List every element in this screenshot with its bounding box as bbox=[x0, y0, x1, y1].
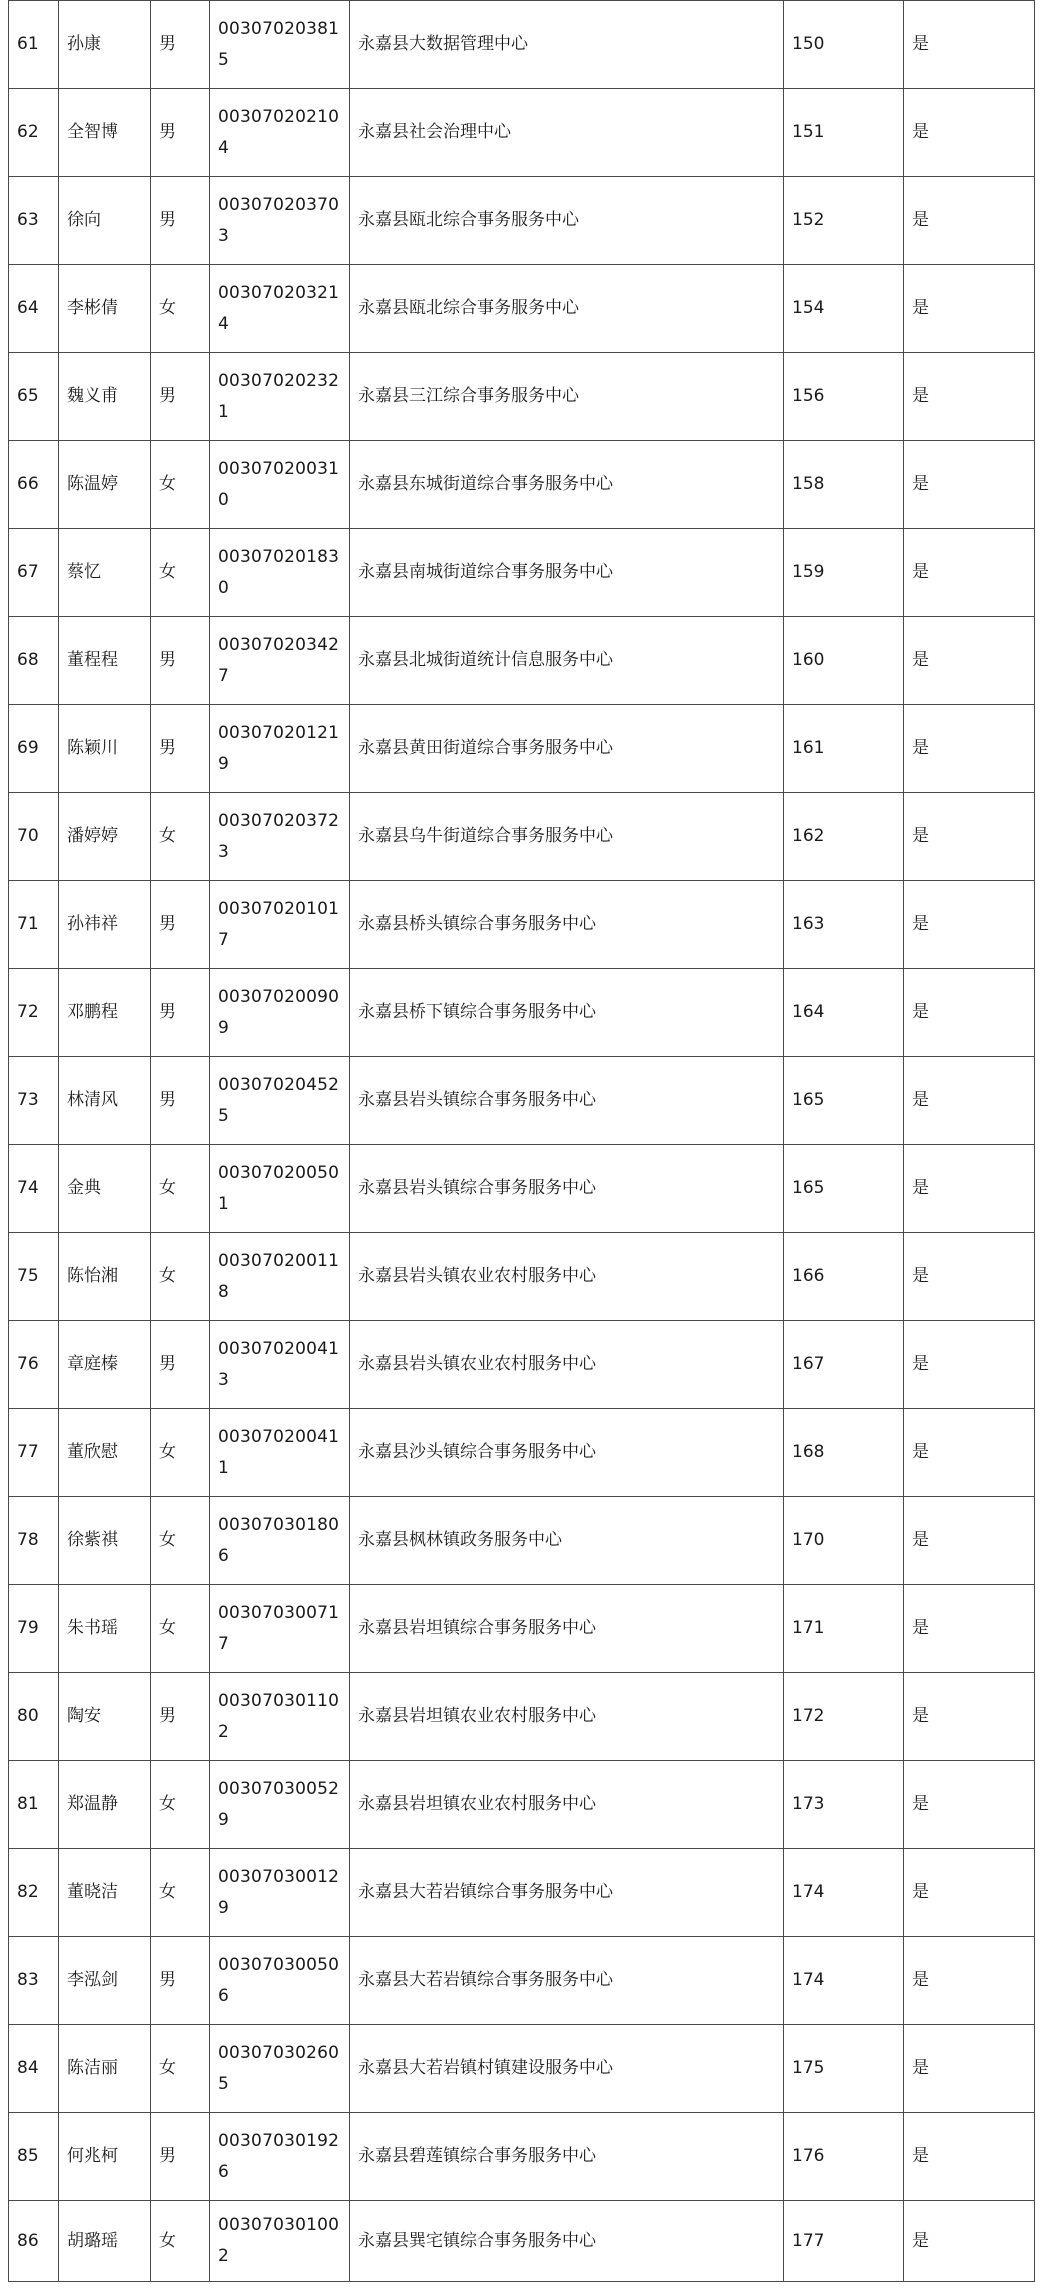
position-code-cell: 152 bbox=[784, 177, 904, 265]
gender-cell: 女 bbox=[151, 793, 210, 881]
qualified-cell: 是 bbox=[904, 1497, 1035, 1585]
serial-number-cell: 86 bbox=[9, 2201, 59, 2282]
qualified-cell: 是 bbox=[904, 2201, 1035, 2282]
employer-unit-cell: 永嘉县大若岩镇综合事务服务中心 bbox=[350, 1937, 784, 2025]
qualified-cell: 是 bbox=[904, 1, 1035, 89]
qualified-cell: 是 bbox=[904, 881, 1035, 969]
gender-cell: 男 bbox=[151, 89, 210, 177]
table-row bbox=[9, 2201, 1035, 2282]
qualified-cell: 是 bbox=[904, 1761, 1035, 1849]
name-cell: 何兆柯 bbox=[59, 2113, 151, 2201]
name-cell: 徐向 bbox=[59, 177, 151, 265]
employer-unit-cell: 永嘉县社会治理中心 bbox=[350, 89, 784, 177]
gender-cell: 男 bbox=[151, 617, 210, 705]
gender-cell: 女 bbox=[151, 265, 210, 353]
employer-unit-cell: 永嘉县北城街道统计信息服务中心 bbox=[350, 617, 784, 705]
table-row bbox=[9, 1409, 1035, 1497]
table-body bbox=[9, 1, 1035, 2282]
table-row bbox=[9, 353, 1035, 441]
gender-cell: 女 bbox=[151, 2201, 210, 2282]
gender-cell: 女 bbox=[151, 1145, 210, 1233]
gender-cell: 男 bbox=[151, 177, 210, 265]
table-row bbox=[9, 1145, 1035, 1233]
employer-unit-cell: 永嘉县大数据管理中心 bbox=[350, 1, 784, 89]
serial-number-cell: 73 bbox=[9, 1057, 59, 1145]
name-cell: 李泓剑 bbox=[59, 1937, 151, 2025]
exam-id-cell: 003070201219 bbox=[210, 705, 350, 793]
gender-cell: 女 bbox=[151, 529, 210, 617]
name-cell: 陈温婷 bbox=[59, 441, 151, 529]
name-cell: 董程程 bbox=[59, 617, 151, 705]
employer-unit-cell: 永嘉县南城街道综合事务服务中心 bbox=[350, 529, 784, 617]
gender-cell: 女 bbox=[151, 1233, 210, 1321]
table-row bbox=[9, 1233, 1035, 1321]
qualified-cell: 是 bbox=[904, 969, 1035, 1057]
exam-id-cell: 003070301002 bbox=[210, 2201, 350, 2282]
qualified-cell: 是 bbox=[904, 529, 1035, 617]
name-cell: 陈颖川 bbox=[59, 705, 151, 793]
serial-number-cell: 65 bbox=[9, 353, 59, 441]
exam-id-cell: 003070203427 bbox=[210, 617, 350, 705]
position-code-cell: 159 bbox=[784, 529, 904, 617]
table-row bbox=[9, 1585, 1035, 1673]
gender-cell: 男 bbox=[151, 1321, 210, 1409]
position-code-cell: 168 bbox=[784, 1409, 904, 1497]
position-code-cell: 154 bbox=[784, 265, 904, 353]
name-cell: 章庭榛 bbox=[59, 1321, 151, 1409]
employer-unit-cell: 永嘉县桥头镇综合事务服务中心 bbox=[350, 881, 784, 969]
employer-unit-cell: 永嘉县岩坦镇农业农村服务中心 bbox=[350, 1761, 784, 1849]
exam-id-cell: 003070301102 bbox=[210, 1673, 350, 1761]
qualified-cell: 是 bbox=[904, 1585, 1035, 1673]
name-cell: 邓鹏程 bbox=[59, 969, 151, 1057]
exam-id-cell: 003070200118 bbox=[210, 1233, 350, 1321]
qualified-cell: 是 bbox=[904, 177, 1035, 265]
name-cell: 蔡忆 bbox=[59, 529, 151, 617]
name-cell: 陈洁丽 bbox=[59, 2025, 151, 2113]
qualified-cell: 是 bbox=[904, 1233, 1035, 1321]
gender-cell: 男 bbox=[151, 705, 210, 793]
qualified-cell: 是 bbox=[904, 1321, 1035, 1409]
serial-number-cell: 61 bbox=[9, 1, 59, 89]
qualified-cell: 是 bbox=[904, 89, 1035, 177]
position-code-cell: 177 bbox=[784, 2201, 904, 2282]
exam-id-cell: 003070200501 bbox=[210, 1145, 350, 1233]
table-row bbox=[9, 617, 1035, 705]
position-code-cell: 156 bbox=[784, 353, 904, 441]
exam-id-cell: 003070200909 bbox=[210, 969, 350, 1057]
serial-number-cell: 84 bbox=[9, 2025, 59, 2113]
gender-cell: 女 bbox=[151, 1497, 210, 1585]
exam-id-cell: 003070200411 bbox=[210, 1409, 350, 1497]
serial-number-cell: 72 bbox=[9, 969, 59, 1057]
gender-cell: 男 bbox=[151, 969, 210, 1057]
gender-cell: 女 bbox=[151, 1585, 210, 1673]
table-row bbox=[9, 793, 1035, 881]
exam-id-cell: 003070203703 bbox=[210, 177, 350, 265]
employer-unit-cell: 永嘉县大若岩镇综合事务服务中心 bbox=[350, 1849, 784, 1937]
table-row bbox=[9, 177, 1035, 265]
gender-cell: 男 bbox=[151, 1, 210, 89]
employer-unit-cell: 永嘉县巽宅镇综合事务服务中心 bbox=[350, 2201, 784, 2282]
position-code-cell: 166 bbox=[784, 1233, 904, 1321]
table-row bbox=[9, 441, 1035, 529]
exam-id-cell: 003070300129 bbox=[210, 1849, 350, 1937]
employer-unit-cell: 永嘉县岩坦镇综合事务服务中心 bbox=[350, 1585, 784, 1673]
name-cell: 陈怡湘 bbox=[59, 1233, 151, 1321]
name-cell: 孙祎祥 bbox=[59, 881, 151, 969]
table-row bbox=[9, 1321, 1035, 1409]
table-row bbox=[9, 1849, 1035, 1937]
gender-cell: 女 bbox=[151, 1761, 210, 1849]
exam-id-cell: 003070300506 bbox=[210, 1937, 350, 2025]
exam-id-cell: 003070201830 bbox=[210, 529, 350, 617]
table-row bbox=[9, 1057, 1035, 1145]
employer-unit-cell: 永嘉县桥下镇综合事务服务中心 bbox=[350, 969, 784, 1057]
serial-number-cell: 76 bbox=[9, 1321, 59, 1409]
table-row bbox=[9, 2113, 1035, 2201]
qualified-cell: 是 bbox=[904, 1937, 1035, 2025]
employer-unit-cell: 永嘉县岩坦镇农业农村服务中心 bbox=[350, 1673, 784, 1761]
exam-id-cell: 003070300529 bbox=[210, 1761, 350, 1849]
name-cell: 林清风 bbox=[59, 1057, 151, 1145]
serial-number-cell: 74 bbox=[9, 1145, 59, 1233]
qualified-cell: 是 bbox=[904, 793, 1035, 881]
table-row bbox=[9, 529, 1035, 617]
exam-id-cell: 003070300717 bbox=[210, 1585, 350, 1673]
gender-cell: 女 bbox=[151, 1849, 210, 1937]
qualified-cell: 是 bbox=[904, 265, 1035, 353]
position-code-cell: 171 bbox=[784, 1585, 904, 1673]
exam-id-cell: 003070302605 bbox=[210, 2025, 350, 2113]
qualified-cell: 是 bbox=[904, 441, 1035, 529]
serial-number-cell: 69 bbox=[9, 705, 59, 793]
employer-unit-cell: 永嘉县三江综合事务服务中心 bbox=[350, 353, 784, 441]
exam-id-cell: 003070203214 bbox=[210, 265, 350, 353]
position-code-cell: 173 bbox=[784, 1761, 904, 1849]
position-code-cell: 150 bbox=[784, 1, 904, 89]
exam-id-cell: 003070202104 bbox=[210, 89, 350, 177]
serial-number-cell: 81 bbox=[9, 1761, 59, 1849]
qualified-cell: 是 bbox=[904, 2025, 1035, 2113]
employer-unit-cell: 永嘉县岩头镇综合事务服务中心 bbox=[350, 1057, 784, 1145]
employer-unit-cell: 永嘉县枫林镇政务服务中心 bbox=[350, 1497, 784, 1585]
table-row bbox=[9, 1761, 1035, 1849]
qualified-cell: 是 bbox=[904, 1673, 1035, 1761]
position-code-cell: 158 bbox=[784, 441, 904, 529]
position-code-cell: 174 bbox=[784, 1937, 904, 2025]
serial-number-cell: 75 bbox=[9, 1233, 59, 1321]
serial-number-cell: 77 bbox=[9, 1409, 59, 1497]
qualified-cell: 是 bbox=[904, 1409, 1035, 1497]
name-cell: 李彬倩 bbox=[59, 265, 151, 353]
table-row bbox=[9, 705, 1035, 793]
employer-unit-cell: 永嘉县黄田街道综合事务服务中心 bbox=[350, 705, 784, 793]
table-row bbox=[9, 89, 1035, 177]
serial-number-cell: 78 bbox=[9, 1497, 59, 1585]
serial-number-cell: 63 bbox=[9, 177, 59, 265]
serial-number-cell: 67 bbox=[9, 529, 59, 617]
exam-id-cell: 003070200413 bbox=[210, 1321, 350, 1409]
table-row bbox=[9, 265, 1035, 353]
exam-id-cell: 003070301806 bbox=[210, 1497, 350, 1585]
employer-unit-cell: 永嘉县瓯北综合事务服务中心 bbox=[350, 265, 784, 353]
table-row bbox=[9, 969, 1035, 1057]
employer-unit-cell: 永嘉县瓯北综合事务服务中心 bbox=[350, 177, 784, 265]
serial-number-cell: 64 bbox=[9, 265, 59, 353]
name-cell: 董欣慰 bbox=[59, 1409, 151, 1497]
serial-number-cell: 85 bbox=[9, 2113, 59, 2201]
employer-unit-cell: 永嘉县沙头镇综合事务服务中心 bbox=[350, 1409, 784, 1497]
position-code-cell: 151 bbox=[784, 89, 904, 177]
position-code-cell: 164 bbox=[784, 969, 904, 1057]
name-cell: 朱书瑶 bbox=[59, 1585, 151, 1673]
name-cell: 全智博 bbox=[59, 89, 151, 177]
employer-unit-cell: 永嘉县大若岩镇村镇建设服务中心 bbox=[350, 2025, 784, 2113]
employer-unit-cell: 永嘉县乌牛街道综合事务服务中心 bbox=[350, 793, 784, 881]
position-code-cell: 167 bbox=[784, 1321, 904, 1409]
name-cell: 董晓洁 bbox=[59, 1849, 151, 1937]
exam-id-cell: 003070200310 bbox=[210, 441, 350, 529]
position-code-cell: 172 bbox=[784, 1673, 904, 1761]
exam-id-cell: 003070201017 bbox=[210, 881, 350, 969]
serial-number-cell: 71 bbox=[9, 881, 59, 969]
table-row bbox=[9, 1497, 1035, 1585]
qualified-cell: 是 bbox=[904, 353, 1035, 441]
name-cell: 胡璐瑶 bbox=[59, 2201, 151, 2282]
serial-number-cell: 82 bbox=[9, 1849, 59, 1937]
name-cell: 魏义甫 bbox=[59, 353, 151, 441]
exam-id-cell: 003070202321 bbox=[210, 353, 350, 441]
employer-unit-cell: 永嘉县碧莲镇综合事务服务中心 bbox=[350, 2113, 784, 2201]
gender-cell: 男 bbox=[151, 1673, 210, 1761]
position-code-cell: 174 bbox=[784, 1849, 904, 1937]
gender-cell: 男 bbox=[151, 1057, 210, 1145]
name-cell: 金典 bbox=[59, 1145, 151, 1233]
serial-number-cell: 83 bbox=[9, 1937, 59, 2025]
qualified-cell: 是 bbox=[904, 617, 1035, 705]
position-code-cell: 165 bbox=[784, 1057, 904, 1145]
exam-id-cell: 003070301926 bbox=[210, 2113, 350, 2201]
name-cell: 徐紫祺 bbox=[59, 1497, 151, 1585]
serial-number-cell: 66 bbox=[9, 441, 59, 529]
name-cell: 陶安 bbox=[59, 1673, 151, 1761]
position-code-cell: 161 bbox=[784, 705, 904, 793]
qualified-cell: 是 bbox=[904, 2113, 1035, 2201]
position-code-cell: 165 bbox=[784, 1145, 904, 1233]
gender-cell: 男 bbox=[151, 881, 210, 969]
employer-unit-cell: 永嘉县岩头镇农业农村服务中心 bbox=[350, 1233, 784, 1321]
position-code-cell: 170 bbox=[784, 1497, 904, 1585]
qualified-cell: 是 bbox=[904, 1145, 1035, 1233]
qualified-cell: 是 bbox=[904, 1849, 1035, 1937]
serial-number-cell: 70 bbox=[9, 793, 59, 881]
table-row bbox=[9, 1, 1035, 89]
position-code-cell: 160 bbox=[784, 617, 904, 705]
gender-cell: 男 bbox=[151, 2113, 210, 2201]
table-row bbox=[9, 881, 1035, 969]
table-row bbox=[9, 2025, 1035, 2113]
candidate-table bbox=[8, 0, 1035, 2282]
name-cell: 潘婷婷 bbox=[59, 793, 151, 881]
position-code-cell: 163 bbox=[784, 881, 904, 969]
employer-unit-cell: 永嘉县东城街道综合事务服务中心 bbox=[350, 441, 784, 529]
position-code-cell: 162 bbox=[784, 793, 904, 881]
gender-cell: 女 bbox=[151, 1409, 210, 1497]
employer-unit-cell: 永嘉县岩头镇农业农村服务中心 bbox=[350, 1321, 784, 1409]
serial-number-cell: 68 bbox=[9, 617, 59, 705]
gender-cell: 女 bbox=[151, 441, 210, 529]
exam-id-cell: 003070203723 bbox=[210, 793, 350, 881]
gender-cell: 男 bbox=[151, 1937, 210, 2025]
name-cell: 孙康 bbox=[59, 1, 151, 89]
name-cell: 郑温静 bbox=[59, 1761, 151, 1849]
qualified-cell: 是 bbox=[904, 1057, 1035, 1145]
table-row bbox=[9, 1937, 1035, 2025]
employer-unit-cell: 永嘉县岩头镇综合事务服务中心 bbox=[350, 1145, 784, 1233]
serial-number-cell: 80 bbox=[9, 1673, 59, 1761]
position-code-cell: 175 bbox=[784, 2025, 904, 2113]
serial-number-cell: 79 bbox=[9, 1585, 59, 1673]
exam-id-cell: 003070203815 bbox=[210, 1, 350, 89]
serial-number-cell: 62 bbox=[9, 89, 59, 177]
qualified-cell: 是 bbox=[904, 705, 1035, 793]
gender-cell: 男 bbox=[151, 353, 210, 441]
position-code-cell: 176 bbox=[784, 2113, 904, 2201]
gender-cell: 女 bbox=[151, 2025, 210, 2113]
table-row bbox=[9, 1673, 1035, 1761]
exam-id-cell: 003070204525 bbox=[210, 1057, 350, 1145]
